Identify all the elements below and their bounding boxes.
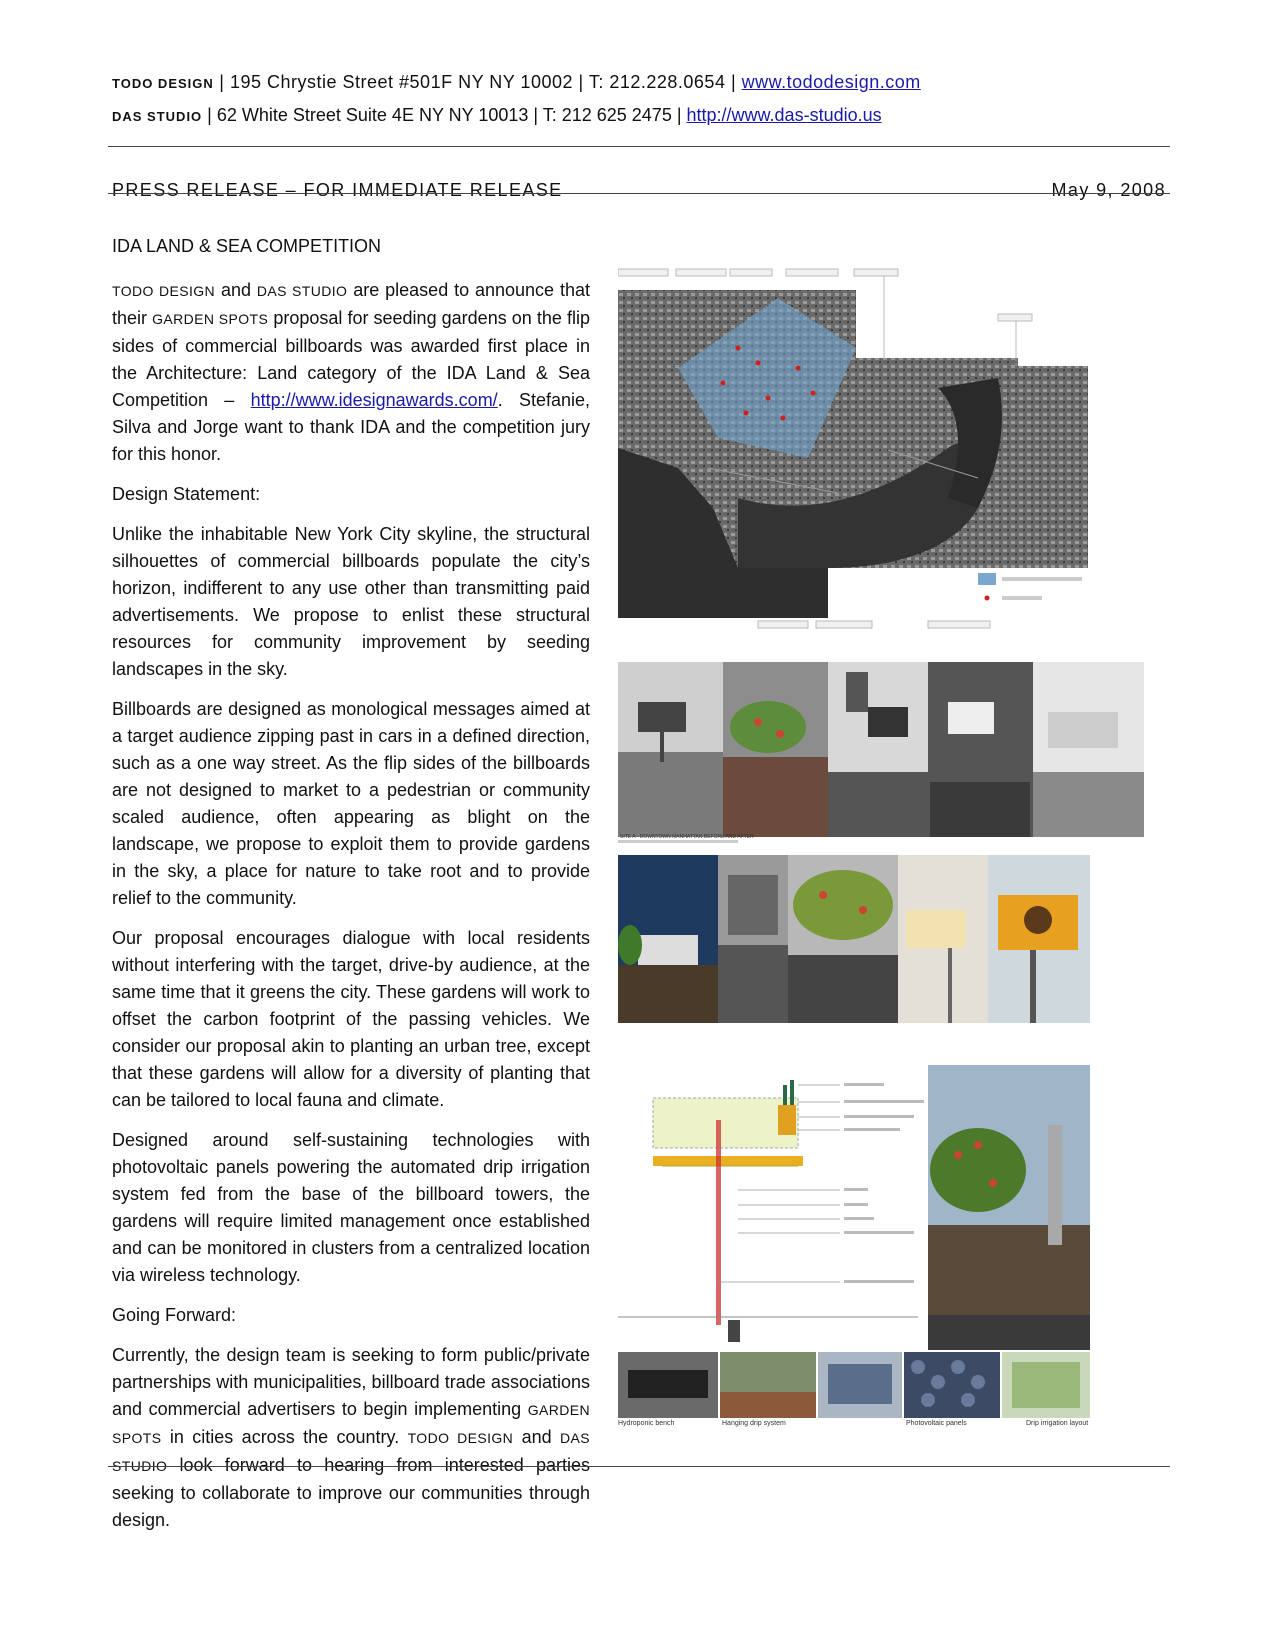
detail-photos-figure	[618, 1352, 1090, 1432]
detail-caption: Hanging drip system	[722, 1420, 786, 1427]
ida-link[interactable]: http://www.idesignawards.com/	[250, 390, 498, 410]
org-address: | 195 Chrystie Street #501F NY NY 10002 | T: 212.228.0654 |	[213, 72, 742, 92]
site-photos-figure	[618, 662, 1144, 847]
das-website-link[interactable]: http://www.das-studio.us	[686, 105, 882, 125]
todo-website-link[interactable]: www.tododesign.com	[741, 72, 921, 92]
header-rule	[108, 146, 1170, 147]
detail-caption: Drip irrigation layout	[1026, 1420, 1089, 1427]
page-title: IDA LAND & SEA COMPETITION	[112, 236, 382, 256]
body-text	[112, 233, 590, 1547]
intro-paragraph: TODO DESIGN and DAS STUDIO are pleased to announce that their GARDEN SPOTS proposal for seeding gardens on the flip sides of commercial billboards was awarded first place in the Architecture: Land category of the IDA Land & Sea Competition – http://www.idesignawards.com/. Stefanie, Silva and Jorge want to thank IDA and the competition jury for this honor.	[112, 280, 590, 464]
aerial-map-figure	[618, 268, 1144, 654]
letterhead-todo	[112, 72, 921, 93]
billboard-renderings	[618, 855, 1090, 1023]
technical-section-figure	[618, 1065, 1090, 1350]
release-label: PRESS RELEASE – FOR IMMEDIATE RELEASE	[112, 180, 563, 200]
paragraph: Designed around self-sustaining technologies with photovoltaic panels powering the automated drip irrigation system fed from the base of the billboard towers, the gardens will require limited management once established and can be monitored in clusters from a centralized location via wireless technology.	[112, 1130, 590, 1285]
release-line	[112, 180, 1166, 201]
renderings-figure	[618, 855, 1090, 1023]
org-address: | 62 White Street Suite 4E NY NY 10013 | T: 212 625 2475 |	[202, 105, 687, 125]
aerial-map	[618, 268, 1144, 654]
design-statement-heading: Design Statement:	[112, 484, 261, 504]
before-after-photos	[618, 662, 1144, 847]
detail-photos	[618, 1352, 1090, 1418]
letterhead-das	[112, 105, 882, 126]
org-name: DAS STUDIO	[112, 109, 203, 124]
billboard-section-diagram	[618, 1065, 1090, 1350]
going-forward-heading: Going Forward:	[112, 1305, 237, 1325]
detail-caption: Photovoltaic panels	[906, 1420, 967, 1427]
paragraph: Unlike the inhabitable New York City skyline, the structural silhouettes of commercial billboards populate the city’s horizon, indifferent to any use other than transmitting paid advertisements. We propose to enlist these structural resources for community improvement by seeding landscapes in the sky.	[112, 524, 590, 679]
release-rule	[108, 193, 1170, 194]
closing-paragraph: Currently, the design team is seeking to form public/private partnerships with municipalities, billboard trade associations and commercial advertisers to begin implementing GARDEN SPOTS in cities across the country. TODO DESIGN and DAS STUDIO look forward to hearing from interested parties seeking to collaborate to improve our communities through design.	[112, 1345, 590, 1530]
detail-caption: Hydroponic bench	[618, 1420, 675, 1427]
org-name: TODO DESIGN	[112, 76, 214, 91]
paragraph: Billboards are designed as monological messages aimed at a target audience zipping past in cars in a defined direction, such as a one way street. As the flip sides of the billboards are not designed to market to a pedestrian or community scaled audience, often appearing as blight on the landscape, we propose to exploit them to provide gardens in the sky, a place for nature to take root and to provide relief to the community.	[112, 699, 590, 908]
footer-rule	[108, 1466, 1170, 1467]
release-date: May 9, 2008	[1051, 180, 1166, 200]
photo-caption: SITE A - DOWNTOWN MANHATTAN BEFORE AND AFTER	[620, 834, 754, 840]
paragraph: Our proposal encourages dialogue with local residents without interfering with the target, drive-by audience, at the same time that it greens the city. These gardens will work to offset the carbon footprint of the passing vehicles. We consider our proposal akin to planting an urban tree, except that these gardens will allow for a diversity of planting that can be tailored to local fauna and climate.	[112, 928, 590, 1110]
